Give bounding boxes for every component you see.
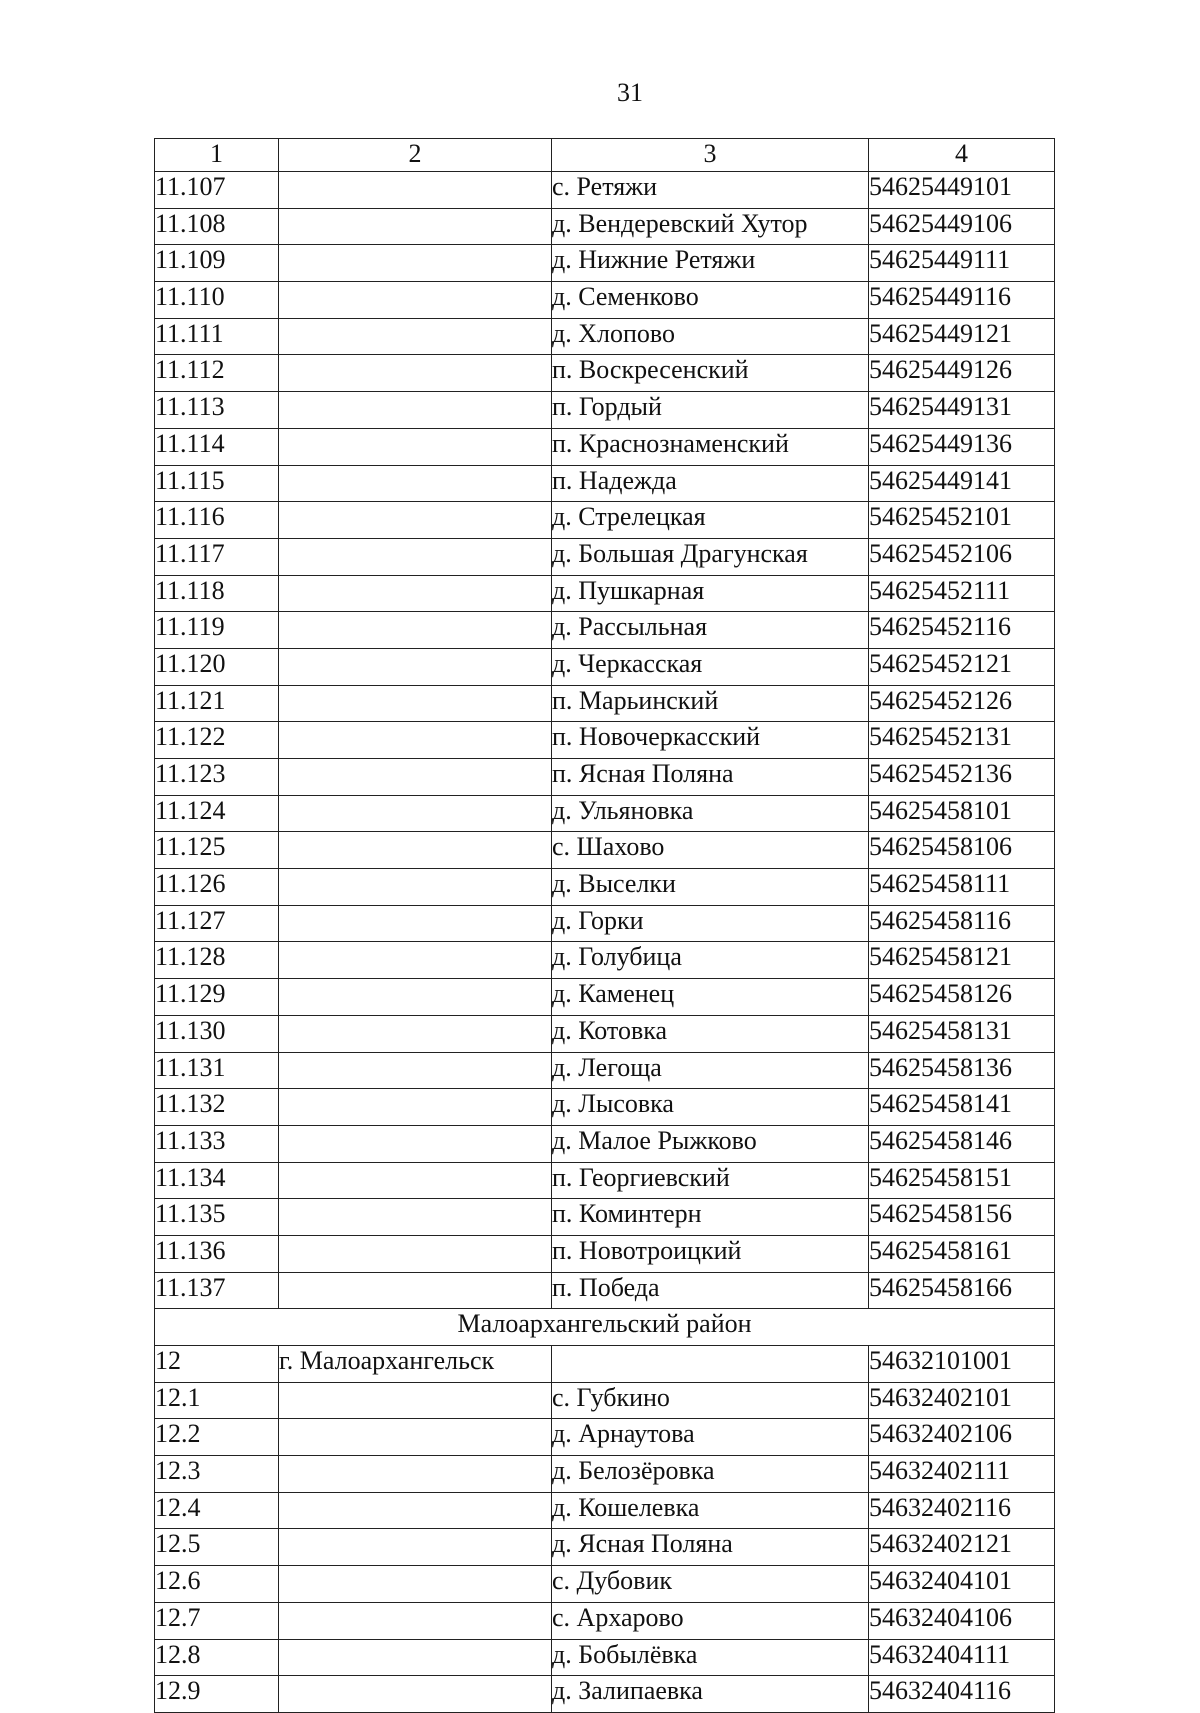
settlement-name-cell: п. Коминтерн xyxy=(552,1199,869,1236)
oktmo-code-cell: 54625449136 xyxy=(869,428,1055,465)
row-number-cell: 11.130 xyxy=(155,1015,279,1052)
column-header-4: 4 xyxy=(869,139,1055,172)
oktmo-code-cell: 54632404111 xyxy=(869,1639,1055,1676)
table-row xyxy=(155,245,1055,282)
settlement-name-cell: д. Залипаевка xyxy=(552,1676,869,1713)
table-row xyxy=(155,208,1055,245)
row-number-cell: 11.109 xyxy=(155,245,279,282)
row-number-cell: 11.134 xyxy=(155,1162,279,1199)
row-number-cell: 11.132 xyxy=(155,1089,279,1126)
district-center-cell xyxy=(279,465,552,502)
settlement-name-cell: п. Марьинский xyxy=(552,685,869,722)
district-center-cell xyxy=(279,612,552,649)
district-center-cell xyxy=(279,1199,552,1236)
district-center-cell: г. Малоархангельск xyxy=(279,1346,552,1383)
oktmo-code-cell: 54625458166 xyxy=(869,1272,1055,1309)
district-center-cell xyxy=(279,1639,552,1676)
oktmo-code-cell: 54632404106 xyxy=(869,1602,1055,1639)
row-number-cell: 12.1 xyxy=(155,1382,279,1419)
district-center-cell xyxy=(279,575,552,612)
settlement-name-cell: д. Большая Драгунская xyxy=(552,538,869,575)
settlement-name-cell: п. Надежда xyxy=(552,465,869,502)
oktmo-code-cell: 54625449116 xyxy=(869,282,1055,319)
oktmo-code-cell: 54625452116 xyxy=(869,612,1055,649)
district-center-cell xyxy=(279,1125,552,1162)
row-number-cell: 12.8 xyxy=(155,1639,279,1676)
district-center-cell xyxy=(279,1162,552,1199)
table-row xyxy=(155,1529,1055,1566)
row-number-cell: 11.122 xyxy=(155,722,279,759)
row-number-cell: 11.108 xyxy=(155,208,279,245)
oktmo-code-cell: 54625449141 xyxy=(869,465,1055,502)
settlement-name-cell: д. Выселки xyxy=(552,869,869,906)
settlement-name-cell: д. Кошелевка xyxy=(552,1492,869,1529)
settlement-name-cell: с. Губкино xyxy=(552,1382,869,1419)
table-row xyxy=(155,869,1055,906)
district-center-cell xyxy=(279,1272,552,1309)
oktmo-code-cell: 54625449131 xyxy=(869,392,1055,429)
row-number-cell: 11.119 xyxy=(155,612,279,649)
settlement-name-cell: д. Хлопово xyxy=(552,318,869,355)
table-row xyxy=(155,759,1055,796)
row-number-cell: 11.128 xyxy=(155,942,279,979)
settlement-name-cell: д. Лысовка xyxy=(552,1089,869,1126)
table-row xyxy=(155,1235,1055,1272)
settlement-name-cell: п. Победа xyxy=(552,1272,869,1309)
row-number-cell: 11.137 xyxy=(155,1272,279,1309)
table-row xyxy=(155,502,1055,539)
settlement-name-cell: с. Ретяжи xyxy=(552,172,869,209)
district-center-cell xyxy=(279,759,552,796)
table-row xyxy=(155,612,1055,649)
settlement-name-cell: д. Котовка xyxy=(552,1015,869,1052)
table-row xyxy=(155,979,1055,1016)
section-row xyxy=(155,1309,1055,1346)
district-center-cell xyxy=(279,318,552,355)
row-number-cell: 11.135 xyxy=(155,1199,279,1236)
settlement-name-cell: д. Легоща xyxy=(552,1052,869,1089)
district-center-cell xyxy=(279,1676,552,1713)
row-number-cell: 11.129 xyxy=(155,979,279,1016)
oktmo-code-cell: 54632402101 xyxy=(869,1382,1055,1419)
district-center-cell xyxy=(279,1419,552,1456)
table-row xyxy=(155,1346,1055,1383)
district-center-cell xyxy=(279,1456,552,1493)
district-center-cell xyxy=(279,208,552,245)
row-number-cell: 11.131 xyxy=(155,1052,279,1089)
settlement-name-cell: д. Ульяновка xyxy=(552,795,869,832)
oktmo-code-cell: 54632402106 xyxy=(869,1419,1055,1456)
row-number-cell: 11.127 xyxy=(155,905,279,942)
settlement-name-cell: с. Шахово xyxy=(552,832,869,869)
district-center-cell xyxy=(279,722,552,759)
table-row xyxy=(155,1199,1055,1236)
table-row xyxy=(155,1566,1055,1603)
oktmo-code-cell: 54632402121 xyxy=(869,1529,1055,1566)
row-number-cell: 12.4 xyxy=(155,1492,279,1529)
settlement-name-cell: д. Черкасская xyxy=(552,648,869,685)
row-number-cell: 12.7 xyxy=(155,1602,279,1639)
oktmo-code-cell: 54632402116 xyxy=(869,1492,1055,1529)
district-center-cell xyxy=(279,1492,552,1529)
settlement-name-cell: д. Стрелецкая xyxy=(552,502,869,539)
row-number-cell: 11.133 xyxy=(155,1125,279,1162)
table-row xyxy=(155,428,1055,465)
settlement-name-cell: д. Семенково xyxy=(552,282,869,319)
table-row xyxy=(155,318,1055,355)
settlement-name-cell: д. Пушкарная xyxy=(552,575,869,612)
oktmo-code-cell: 54632101001 xyxy=(869,1346,1055,1383)
oktmo-code-cell: 54625458146 xyxy=(869,1125,1055,1162)
row-number-cell: 11.120 xyxy=(155,648,279,685)
table-row xyxy=(155,1089,1055,1126)
settlement-name-cell: п. Новочеркасский xyxy=(552,722,869,759)
settlement-name-cell: п. Воскресенский xyxy=(552,355,869,392)
table-row xyxy=(155,1052,1055,1089)
section-title: Малоархангельский район xyxy=(155,1309,1055,1346)
district-center-cell xyxy=(279,538,552,575)
row-number-cell: 12.6 xyxy=(155,1566,279,1603)
oktmo-code-cell: 54625458116 xyxy=(869,905,1055,942)
row-number-cell: 11.123 xyxy=(155,759,279,796)
table-row xyxy=(155,1382,1055,1419)
table-row xyxy=(155,538,1055,575)
oktmo-code-cell: 54625449121 xyxy=(869,318,1055,355)
row-number-cell: 12 xyxy=(155,1346,279,1383)
table-row xyxy=(155,392,1055,429)
oktmo-code-cell: 54632404116 xyxy=(869,1676,1055,1713)
table-row xyxy=(155,795,1055,832)
settlement-name-cell: д. Вендеревский Хутор xyxy=(552,208,869,245)
district-center-cell xyxy=(279,1566,552,1603)
district-center-cell xyxy=(279,1089,552,1126)
oktmo-code-cell: 54625458126 xyxy=(869,979,1055,1016)
settlement-name-cell: п. Ясная Поляна xyxy=(552,759,869,796)
table-row xyxy=(155,282,1055,319)
row-number-cell: 11.111 xyxy=(155,318,279,355)
oktmo-code-cell: 54625449111 xyxy=(869,245,1055,282)
district-center-cell xyxy=(279,905,552,942)
row-number-cell: 11.126 xyxy=(155,869,279,906)
district-center-cell xyxy=(279,1529,552,1566)
district-center-cell xyxy=(279,355,552,392)
table-row xyxy=(155,172,1055,209)
table-header-row xyxy=(155,139,1055,172)
district-center-cell xyxy=(279,428,552,465)
row-number-cell: 11.121 xyxy=(155,685,279,722)
district-center-cell xyxy=(279,502,552,539)
district-center-cell xyxy=(279,1382,552,1419)
table-row xyxy=(155,1602,1055,1639)
district-center-cell xyxy=(279,979,552,1016)
oktmo-code-cell: 54625458106 xyxy=(869,832,1055,869)
district-center-cell xyxy=(279,869,552,906)
row-number-cell: 12.5 xyxy=(155,1529,279,1566)
district-center-cell xyxy=(279,795,552,832)
oktmo-code-cell: 54625458111 xyxy=(869,869,1055,906)
table-row xyxy=(155,1676,1055,1713)
row-number-cell: 11.113 xyxy=(155,392,279,429)
settlements-table xyxy=(154,138,1055,1713)
row-number-cell: 11.125 xyxy=(155,832,279,869)
oktmo-code-cell: 54625458156 xyxy=(869,1199,1055,1236)
settlement-name-cell: д. Белозёровка xyxy=(552,1456,869,1493)
oktmo-code-cell: 54632402111 xyxy=(869,1456,1055,1493)
district-center-cell xyxy=(279,648,552,685)
oktmo-code-cell: 54625458136 xyxy=(869,1052,1055,1089)
row-number-cell: 11.136 xyxy=(155,1235,279,1272)
settlement-name-cell: п. Георгиевский xyxy=(552,1162,869,1199)
table-row xyxy=(155,685,1055,722)
row-number-cell: 12.3 xyxy=(155,1456,279,1493)
district-center-cell xyxy=(279,282,552,319)
district-center-cell xyxy=(279,1052,552,1089)
district-center-cell xyxy=(279,1602,552,1639)
settlement-name-cell: д. Рассыльная xyxy=(552,612,869,649)
settlement-name-cell: д. Каменец xyxy=(552,979,869,1016)
table-row xyxy=(155,575,1055,612)
oktmo-code-cell: 54625449126 xyxy=(869,355,1055,392)
table-row xyxy=(155,905,1055,942)
settlement-name-cell: д. Ясная Поляна xyxy=(552,1529,869,1566)
settlement-name-cell: д. Арнаутова xyxy=(552,1419,869,1456)
settlement-name-cell: д. Бобылёвка xyxy=(552,1639,869,1676)
table-row xyxy=(155,1492,1055,1529)
table-row xyxy=(155,648,1055,685)
table-row xyxy=(155,942,1055,979)
oktmo-code-cell: 54625458131 xyxy=(869,1015,1055,1052)
settlement-name-cell xyxy=(552,1346,869,1383)
settlement-name-cell: п. Гордый xyxy=(552,392,869,429)
oktmo-code-cell: 54625452101 xyxy=(869,502,1055,539)
district-center-cell xyxy=(279,392,552,429)
table-row xyxy=(155,465,1055,502)
table-row xyxy=(155,722,1055,759)
oktmo-code-cell: 54625452106 xyxy=(869,538,1055,575)
settlement-name-cell: д. Горки xyxy=(552,905,869,942)
settlement-name-cell: с. Архарово xyxy=(552,1602,869,1639)
district-center-cell xyxy=(279,1015,552,1052)
row-number-cell: 11.107 xyxy=(155,172,279,209)
district-center-cell xyxy=(279,1235,552,1272)
table-row xyxy=(155,1125,1055,1162)
table-row xyxy=(155,832,1055,869)
oktmo-code-cell: 54625458121 xyxy=(869,942,1055,979)
row-number-cell: 11.114 xyxy=(155,428,279,465)
settlement-name-cell: д. Нижние Ретяжи xyxy=(552,245,869,282)
oktmo-code-cell: 54625452136 xyxy=(869,759,1055,796)
table-row xyxy=(155,1015,1055,1052)
row-number-cell: 12.2 xyxy=(155,1419,279,1456)
table-row xyxy=(155,1162,1055,1199)
district-center-cell xyxy=(279,172,552,209)
table-row xyxy=(155,355,1055,392)
settlement-name-cell: п. Новотроицкий xyxy=(552,1235,869,1272)
column-header-1: 1 xyxy=(155,139,279,172)
district-center-cell xyxy=(279,245,552,282)
row-number-cell: 11.124 xyxy=(155,795,279,832)
oktmo-code-cell: 54625452126 xyxy=(869,685,1055,722)
column-header-2: 2 xyxy=(279,139,552,172)
district-center-cell xyxy=(279,685,552,722)
oktmo-code-cell: 54625449106 xyxy=(869,208,1055,245)
row-number-cell: 11.115 xyxy=(155,465,279,502)
settlement-name-cell: п. Краснознаменский xyxy=(552,428,869,465)
oktmo-code-cell: 54632404101 xyxy=(869,1566,1055,1603)
column-header-3: 3 xyxy=(552,139,869,172)
row-number-cell: 11.117 xyxy=(155,538,279,575)
table-row xyxy=(155,1419,1055,1456)
oktmo-code-cell: 54625452111 xyxy=(869,575,1055,612)
oktmo-code-cell: 54625458151 xyxy=(869,1162,1055,1199)
table-row xyxy=(155,1456,1055,1493)
table-row xyxy=(155,1639,1055,1676)
table-row xyxy=(155,1272,1055,1309)
oktmo-code-cell: 54625458101 xyxy=(869,795,1055,832)
row-number-cell: 11.118 xyxy=(155,575,279,612)
settlement-name-cell: д. Малое Рыжково xyxy=(552,1125,869,1162)
row-number-cell: 11.110 xyxy=(155,282,279,319)
oktmo-code-cell: 54625458161 xyxy=(869,1235,1055,1272)
settlement-name-cell: с. Дубовик xyxy=(552,1566,869,1603)
page-number: 31 xyxy=(617,78,643,107)
oktmo-code-cell: 54625449101 xyxy=(869,172,1055,209)
settlement-name-cell: д. Голубица xyxy=(552,942,869,979)
district-center-cell xyxy=(279,832,552,869)
row-number-cell: 11.116 xyxy=(155,502,279,539)
row-number-cell: 12.9 xyxy=(155,1676,279,1713)
row-number-cell: 11.112 xyxy=(155,355,279,392)
district-center-cell xyxy=(279,942,552,979)
oktmo-code-cell: 54625458141 xyxy=(869,1089,1055,1126)
table-body xyxy=(155,172,1055,1713)
oktmo-code-cell: 54625452121 xyxy=(869,648,1055,685)
oktmo-code-cell: 54625452131 xyxy=(869,722,1055,759)
